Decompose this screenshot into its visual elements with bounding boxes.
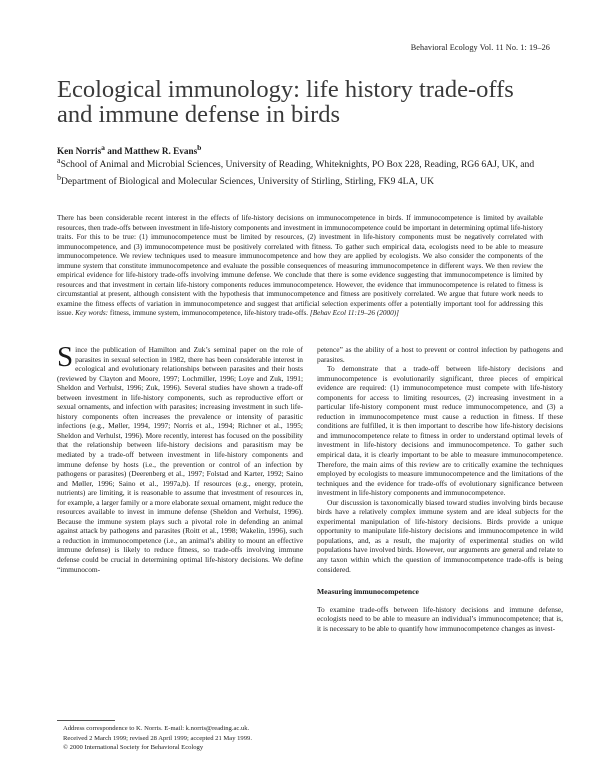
- body-column-left: [57, 341, 303, 574]
- affil-marker: b: [57, 172, 61, 182]
- author-name: Ken Norris: [57, 146, 102, 157]
- received-dates: Received 2 March 1999; revised 28 April 1999; accepted 21 May 1999.: [63, 734, 252, 742]
- body-paragraph: To examine trade-offs between life-history decisions and immune defense, ecologists need to be able to measure an individual’s immunocompetence; that is, it is necessary to be able to quantify how immunocompetence changes as invest-: [317, 604, 563, 633]
- journal-citation: [Behav Ecol 11:19–26 (2000)]: [309, 309, 399, 318]
- body-paragraph: To demonstrate that a trade-off between life-history decisions and immunocompetence is evolutionarily significant, three pieces of empirical evidence are required: (1) immunocompetence must compete with life-history components for access to limiting resources, (2) increasing investment in a particular life-history component must reduce immunocompetence, and (3) a reduction in immunocompetence must cause a reduction in fitness. If these conditions are fulfilled, it is then important to describe how life-history decisions and immunocompetence relate to fitness in order to understand optimal levels of investment in life-history decisions and immunocompetence. To gather such empirical data, it is clearly important to be able to measure immunocompetence. Therefore, the main aims of this review are to critically examine the techniques employed by ecologists to measure immunocompetence and the limitations of the techniques and the evidence for trade-offs of evolutionary significance between investment in life-history components and immunocompetence.: [317, 364, 563, 498]
- body-paragraph: [57, 341, 303, 574]
- title-line-1: Ecological immunology: life history trade-offs: [57, 76, 514, 103]
- affil-marker: a: [57, 156, 61, 165]
- footnotes: [57, 725, 303, 753]
- abstract: [57, 214, 543, 319]
- copyright-notice: © 2000 International Society for Behavioral Ecology: [63, 744, 204, 752]
- keywords: fitness, immune system, immunocompetence, life-history trade-offs.: [108, 309, 310, 318]
- author-affil-marker: a: [101, 143, 105, 152]
- keywords-label: Key words:: [75, 309, 109, 318]
- body-paragraph: Our discussion is taxonomically biased toward studies involving birds because birds have a relatively complex immune system and are ideal subjects for the experimental manipulation of life-history decisions. Birds provide a unique opportunity to manipulate life-history decisions and immunocompetence in wild populations, and, as a result, the majority of experimental studies on wild populations have involved birds. However, our arguments are general and relate to any taxon within which the question of immunocompetence trade-offs is being considered.: [317, 497, 563, 574]
- body-column-right: [317, 345, 563, 633]
- running-head: Behavioral Ecology Vol. 11 No. 1: 19–26: [410, 43, 550, 52]
- affil-text: Department of Biological and Molecular Sciences, University of Stirling, Stirling, FK9 4LA, UK: [61, 175, 435, 187]
- abstract-text: There has been considerable recent interest in the effects of life-history decisions on immunocompetence in birds. If immunocompetence is limited by available resources, then trade-offs between investment in life-history components and investment in immunocompetence could be important in determining optimal life-history traits. For this to be true: (1) immunocompetence must be limited by resources, (2) investment in life-history components must be negatively correlated with immunocompetence, and (3) immunocompetence must be positively correlated with fitness. To gather such empirical data, ecologists need to be able to measure immunocompetence. We review techniques used to measure immunocompetence and how they are applied by ecologists. We also consider the components of the immune system that constitute immunocompetence and evaluate the possible consequences of measuring immunocompetence in different ways. We then review the empirical evidence for life-history trade-offs involving immune defense. We conclude that there is some evidence suggesting that immunocompetence is limited by resources and that investment in certain life-history components reduces immunocompetence. However, the evidence that immunocompetence is related to fitness is circumstantial at present, although consistent with the hypothesis that immunocompetence and fitness are positively correlated. We argue that future work needs to examine the fitness effects of variation in immunocompetence and suggest that artificial selection experiments offer a potentially important tool for addressing this issue.: [57, 214, 543, 318]
- title-line-2: and immune defense in birds: [57, 101, 341, 128]
- drop-cap: S: [57, 341, 74, 373]
- footnote-divider: [57, 720, 115, 721]
- article-title: [57, 77, 557, 127]
- affiliations: [57, 155, 567, 189]
- correspondence-note: Address correspondence to K. Norris. E-mail: k.norris@reading.ac.uk.: [63, 725, 250, 732]
- section-heading: Measuring immunocompetence: [317, 587, 419, 597]
- affil-text: School of Animal and Microbial Sciences, University of Reading, Whiteknights, PO Box 228, Reading, RG6 6AJ, UK, and: [60, 159, 535, 171]
- paragraph-text: ince the publication of Hamilton and Zuk’s seminal paper on the role of parasites in sexual selection in 1982, there has been considerable interest in ecological and evolutionary relationships between parasites and their hosts (reviewed by Clayton and Moore, 1997; Lochmiller, 1996; Loye and Zuk, 1991; Sheldon and Verhulst, 1996; Zuk, 1996). Several studies have shown a trade-off between investment in life-history components, such as reproductive effort or sexual ornaments, and infection with parasites; increasing investment in such life-history components often increases the prevalence or intensity of parasitic infections (e.g., Møller, 1994, 1997; Norris et al., 1994; Richner et al., 1995; Sheldon and Verhulst, 1996). More recently, interest has focused on the possibility that the relationship between life-history decisions and parasitism may be mediated by a trade-off between investment in life-history components and immune defense by hosts (i.e., the prevention or control of an infection by pathogens or parasites) (Deerenberg et al., 1997; Folstad and Karter, 1992; Saino and Møller, 1996; Saino et al., 1997a,b). If resources (e.g., energy, protein, nutrients) are limiting, it is reasonable to assume that investment of resources in, for example, a larger family or a more elaborate sexual ornament, might reduce the resources available to invest in immune defense (Sheldon and Verhulst, 1996). Because the immune system plays such a pivotal role in defending an animal against attack by pathogens and parasites (Roitt et al., 1998; Wakelin, 1996), such a reduction in immunocompetence (i.e., an animal’s ability to mount an effective immune defense) is likely to reduce fitness, so trade-offs involving immune defense could be crucial in determining optimal life-history decisions. We define “immunocom-: [57, 345, 303, 574]
- author-affil-marker: b: [197, 143, 202, 152]
- author-conjunction: and: [104, 146, 125, 157]
- body-paragraph: petence” as the ability of a host to prevent or control infection by pathogens and parasites.: [317, 345, 563, 364]
- author-name: Matthew R. Evans: [124, 146, 198, 157]
